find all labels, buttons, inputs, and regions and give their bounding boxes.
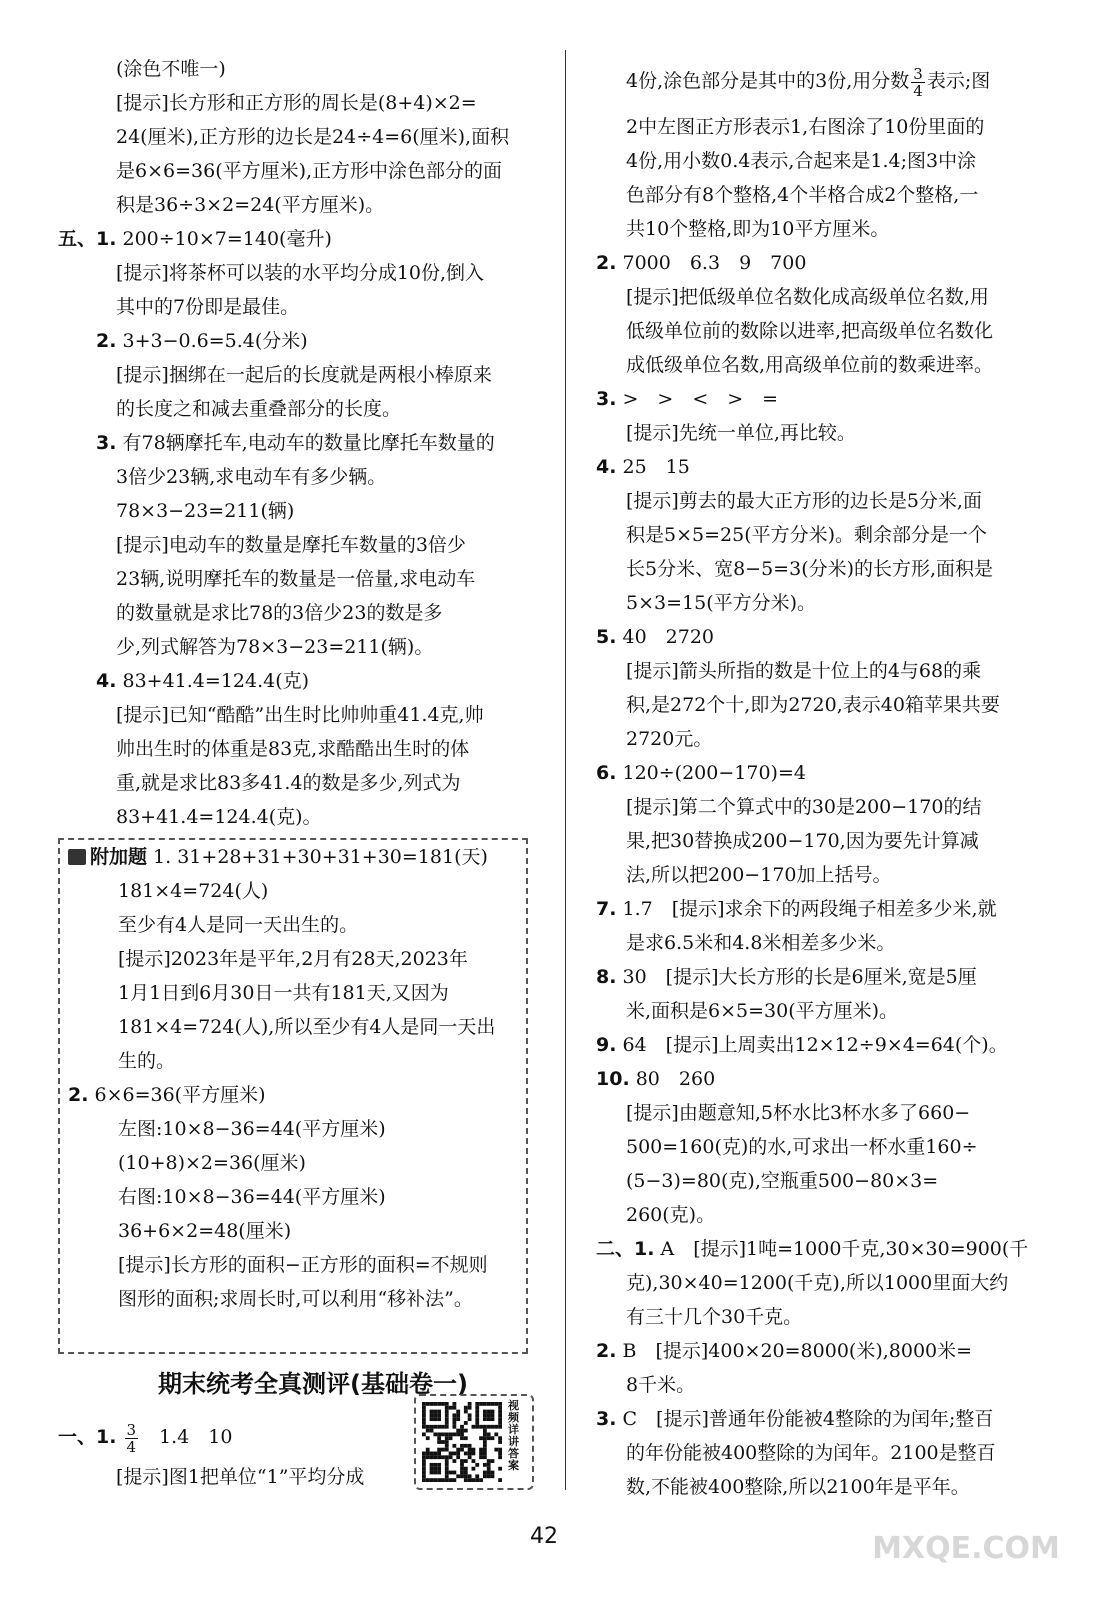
question-number: 二、1. bbox=[596, 1238, 655, 1260]
answer-text: (10+8)×2=36(厘米) bbox=[118, 1152, 306, 1174]
answer-text: A [提示]1吨=1000千克,30×30=900(千 bbox=[654, 1238, 1029, 1260]
answer-line bbox=[58, 664, 548, 698]
answer-text: 1.7 [提示]求余下的两段绳子相差多少米,就 bbox=[616, 898, 997, 920]
answer-text: 1. 31+28+31+30+31+30=181(天) bbox=[147, 846, 488, 868]
column-divider bbox=[565, 50, 566, 1490]
answer-line: [提示]图1把单位“1”平均分成 bbox=[116, 1466, 365, 1488]
fraction-numerator: 3 bbox=[126, 1420, 137, 1439]
answer-text: 7000 6.3 9 700 bbox=[616, 252, 807, 274]
extra-line bbox=[60, 874, 526, 908]
answer-line bbox=[58, 630, 548, 664]
qr-code-icon[interactable] bbox=[422, 1402, 502, 1482]
answer-text: C [提示]普通年份能被4整除的为闰年;整百 bbox=[616, 1408, 994, 1430]
answer-line bbox=[596, 722, 1056, 756]
answer-text: 左图:10×8−36=44(平方厘米) bbox=[118, 1118, 386, 1140]
answer-text: [提示]长方形的面积−正方形的面积=不规则 bbox=[118, 1254, 488, 1276]
extra-line bbox=[60, 840, 526, 874]
answer-line bbox=[58, 562, 548, 596]
answer-text: 8千米。 bbox=[626, 1374, 696, 1396]
question-number: 2. bbox=[596, 252, 617, 274]
answer-text: 25 15 bbox=[616, 456, 690, 478]
answer-text: > > < > = bbox=[616, 388, 779, 410]
answer-line bbox=[58, 766, 548, 800]
answer-line bbox=[596, 110, 1056, 144]
extra-line bbox=[60, 1112, 526, 1146]
extra-line bbox=[60, 1078, 526, 1112]
answer-text: 积是36÷3×2=24(平方厘米)。 bbox=[116, 194, 385, 216]
answer-line bbox=[596, 960, 1056, 994]
answer-line bbox=[596, 246, 1056, 280]
answer-text: 78×3−23=211(辆) bbox=[116, 500, 295, 522]
answer-text: 右图:10×8−36=44(平方厘米) bbox=[118, 1186, 386, 1208]
answer-line bbox=[596, 178, 1056, 212]
question-number: 9. bbox=[596, 1034, 617, 1056]
question-number: 3. bbox=[58, 432, 117, 454]
answer-text: [提示]电动车的数量是摩托车数量的3倍少 bbox=[116, 534, 466, 556]
answer-text: 的数量就是求比78的3倍少23的数是多 bbox=[116, 602, 443, 624]
extra-line bbox=[60, 1010, 526, 1044]
answer-text: 4份,涂色部分是其中的3份,用分数 bbox=[626, 70, 910, 92]
extra-line bbox=[60, 976, 526, 1010]
answer-line bbox=[58, 460, 548, 494]
fraction-denominator: 4 bbox=[913, 81, 923, 100]
answer-text: 500=160(克)的水,可求出一杯水重160÷ bbox=[626, 1136, 978, 1158]
answer-text: [提示]箭头所指的数是十位上的4与68的乘 bbox=[626, 660, 982, 682]
answer-text: 数,不能被400整除,所以2100年是平年。 bbox=[626, 1476, 970, 1498]
answer-text: 260(克)。 bbox=[626, 1204, 716, 1226]
answer-line bbox=[58, 120, 548, 154]
answer-line bbox=[596, 586, 1056, 620]
answer-text: [提示]第二个算式中的30是200−170的结 bbox=[626, 796, 982, 818]
answer-line bbox=[596, 688, 1056, 722]
answer-text: 80 260 bbox=[629, 1068, 716, 1090]
question-number: 3. bbox=[596, 1408, 617, 1430]
answer-line bbox=[596, 348, 1056, 382]
answer-text: 其中的7份即是最佳。 bbox=[116, 296, 300, 318]
answer-text: 40 2720 bbox=[616, 626, 715, 648]
answer-line bbox=[596, 790, 1056, 824]
question-number: 6. bbox=[596, 762, 617, 784]
qr-caption: 视频详讲答案 bbox=[508, 1399, 519, 1472]
answer-line bbox=[58, 698, 548, 732]
answer-text: 米,面积是6×5=30(平方厘米)。 bbox=[626, 1000, 899, 1022]
answer-line bbox=[58, 732, 548, 766]
fraction bbox=[911, 66, 925, 99]
answer-line bbox=[58, 52, 548, 86]
answer-text: 克),30×40=1200(千克),所以1000里面大约 bbox=[626, 1272, 1009, 1294]
qr-code-block bbox=[414, 1394, 534, 1490]
answer-line bbox=[596, 892, 1056, 926]
answer-text: [提示]剪去的最大正方形的边长是5分米,面 bbox=[626, 490, 982, 512]
answer-text: [提示]2023年是平年,2月有28天,2023年 bbox=[118, 948, 468, 970]
answer-text: 1月1日到6月30日一共有181天,又因为 bbox=[118, 982, 449, 1004]
answer-line bbox=[596, 824, 1056, 858]
extra-line bbox=[60, 1180, 526, 1214]
extra-line bbox=[60, 1282, 526, 1316]
extra-icon bbox=[68, 849, 86, 865]
answer-line bbox=[596, 1368, 1056, 1402]
answer-text: 的年份能被400整除的为闰年。2100是整百 bbox=[626, 1442, 996, 1464]
answer-text: [提示]由题意知,5杯水比3杯水多了660− bbox=[626, 1102, 971, 1124]
answer-line bbox=[596, 620, 1056, 654]
answer-text: (涂色不唯一) bbox=[116, 58, 226, 80]
answer-text: 共10个整格,即为10平方厘米。 bbox=[626, 218, 890, 240]
section-title: 期末统考全真测评(基础卷一) bbox=[158, 1370, 468, 1398]
answer-line bbox=[58, 324, 548, 358]
answer-line bbox=[58, 222, 548, 256]
answer-text: 200÷10×7=140(毫升) bbox=[116, 228, 332, 250]
answer-text: 1.4 10 bbox=[140, 1426, 233, 1448]
answer-line bbox=[596, 484, 1056, 518]
question-number: 一、1. bbox=[58, 1426, 117, 1448]
answer-text: 的长度之和减去重叠部分的长度。 bbox=[116, 398, 402, 420]
answer-line bbox=[596, 212, 1056, 246]
answer-line bbox=[596, 552, 1056, 586]
answer-text: 色部分有8个整格,4个半格合成2个整格,一 bbox=[626, 184, 979, 206]
question-number: 4. bbox=[596, 456, 617, 478]
answer-line bbox=[596, 1028, 1056, 1062]
answer-line bbox=[58, 494, 548, 528]
answer-text: 有78辆摩托车,电动车的数量比摩托车数量的 bbox=[116, 432, 495, 454]
extra-line bbox=[60, 942, 526, 976]
answer-text: 5×3=15(平方分米)。 bbox=[626, 592, 817, 614]
answer-line bbox=[596, 1198, 1056, 1232]
question-number: 10. bbox=[596, 1068, 630, 1090]
answer-text: 181×4=724(人) bbox=[118, 880, 269, 902]
answer-text: [提示]长方形和正方形的周长是(8+4)×2= bbox=[116, 92, 477, 114]
answer-line bbox=[596, 1334, 1056, 1368]
answer-text: (5−3)=80(克),空瓶重500−80×3= bbox=[626, 1170, 939, 1192]
answer-line bbox=[58, 800, 548, 834]
answer-text: 少,列式解答为78×3−23=211(辆)。 bbox=[116, 636, 434, 658]
answer-text: 长5分米、宽8−5=3(分米)的长方形,面积是 bbox=[626, 558, 994, 580]
answer-text: 重,就是求比83多41.4的数是多少,列式为 bbox=[116, 772, 461, 794]
answer-line bbox=[58, 290, 548, 324]
extra-problem-box bbox=[58, 838, 528, 1354]
answer-text: 成低级单位名数,用高级单位前的数乘进率。 bbox=[626, 354, 994, 376]
answer-line bbox=[58, 256, 548, 290]
answer-line bbox=[596, 926, 1056, 960]
question-number: 2. bbox=[58, 330, 117, 352]
answer-text: 120÷(200−170)=4 bbox=[616, 762, 806, 784]
fraction-numerator: 3 bbox=[913, 64, 923, 83]
answer-line bbox=[596, 1062, 1056, 1096]
answer-line bbox=[58, 358, 548, 392]
answer-text: 果,把30替换成200−170,因为要先计算减 bbox=[626, 830, 979, 852]
answer-line bbox=[596, 314, 1056, 348]
answer-line bbox=[58, 86, 548, 120]
answer-line bbox=[58, 426, 548, 460]
answer-line bbox=[596, 756, 1056, 790]
watermark-logo bbox=[856, 1486, 1076, 1586]
extra-line bbox=[60, 1146, 526, 1180]
question-number: 7. bbox=[596, 898, 617, 920]
answer-line bbox=[58, 528, 548, 562]
answer-text: 图形的面积;求周长时,可以利用“移补法”。 bbox=[118, 1288, 473, 1310]
extra-line bbox=[60, 908, 526, 942]
answer-text: 4份,用小数0.4表示,合起来是1.4;图3中涂 bbox=[626, 150, 977, 172]
answer-text: [提示]先统一单位,再比较。 bbox=[626, 422, 856, 444]
answer-text: 积是5×5=25(平方分米)。剩余部分是一个 bbox=[626, 524, 988, 546]
answer-line bbox=[596, 52, 1056, 110]
answer-text: 23辆,说明摩托车的数量是一倍量,求电动车 bbox=[116, 568, 476, 590]
answer-line bbox=[596, 1130, 1056, 1164]
answer-text: 181×4=724(人),所以至少有4人是同一天出 bbox=[118, 1016, 496, 1038]
answer-text: 至少有4人是同一天出生的。 bbox=[118, 914, 359, 936]
answer-text: 帅出生时的体重是83克,求酷酷出生时的体 bbox=[116, 738, 470, 760]
answer-line bbox=[596, 518, 1056, 552]
question-number: 2. bbox=[68, 1084, 89, 1106]
question-number: 2. bbox=[596, 1340, 617, 1362]
answer-line bbox=[596, 280, 1056, 314]
answer-text: 2720元。 bbox=[626, 728, 713, 750]
answer-text: 6×6=36(平方厘米) bbox=[88, 1084, 266, 1106]
answer-line bbox=[58, 392, 548, 426]
answer-line bbox=[596, 450, 1056, 484]
answer-text: 83+41.4=124.4(克)。 bbox=[116, 806, 322, 828]
answer-line bbox=[596, 654, 1056, 688]
answer-text: 生的。 bbox=[118, 1050, 176, 1072]
page-number: 42 bbox=[530, 1524, 558, 1549]
question-number: 五、1. bbox=[58, 228, 117, 250]
fraction bbox=[125, 1422, 139, 1455]
answer-line bbox=[596, 1266, 1056, 1300]
answer-line bbox=[58, 154, 548, 188]
answer-text: B [提示]400×20=8000(米),8000米= bbox=[616, 1340, 973, 1362]
answer-line bbox=[58, 596, 548, 630]
answer-text: 3+3−0.6=5.4(分米) bbox=[116, 330, 308, 352]
answer-line bbox=[596, 416, 1056, 450]
answer-text: [提示]将茶杯可以装的水平均分成10份,倒入 bbox=[116, 262, 485, 284]
answer-line bbox=[596, 382, 1056, 416]
answer-text: 表示;图 bbox=[926, 70, 991, 92]
answer-text: 83+41.4=124.4(克) bbox=[116, 670, 310, 692]
answer-text: 2中左图正方形表示1,右图涂了10份里面的 bbox=[626, 116, 985, 138]
answer-line bbox=[596, 1096, 1056, 1130]
answer-text: 是6×6=36(平方厘米),正方形中涂色部分的面 bbox=[116, 160, 503, 182]
extra-line bbox=[60, 1248, 526, 1282]
question-number: 3. bbox=[596, 388, 617, 410]
answer-text: 64 [提示]上周卖出12×12÷9×4=64(个)。 bbox=[616, 1034, 1008, 1056]
answer-text: 低级单位前的数除以进率,把高级单位名数化 bbox=[626, 320, 994, 342]
extra-label: 附加题 bbox=[90, 846, 148, 868]
fraction-denominator: 4 bbox=[126, 1437, 137, 1456]
answer-line bbox=[596, 1164, 1056, 1198]
answer-text: 36+6×2=48(厘米) bbox=[118, 1220, 292, 1242]
answer-text: [提示]把低级单位名数化成高级单位名数,用 bbox=[626, 286, 989, 308]
answer-line bbox=[596, 858, 1056, 892]
answer-text: 24(厘米),正方形的边长是24÷4=6(厘米),面积 bbox=[116, 126, 510, 148]
answer-text: [提示]捆绑在一起后的长度就是两根小棒原来 bbox=[116, 364, 492, 386]
answer-text: 30 [提示]大长方形的长是6厘米,宽是5厘 bbox=[616, 966, 977, 988]
answer-line bbox=[596, 1232, 1056, 1266]
answer-line bbox=[596, 1300, 1056, 1334]
question-number: 8. bbox=[596, 966, 617, 988]
answer-text: 有三十几个30千克。 bbox=[626, 1306, 803, 1328]
watermark-text: MXQE.COM bbox=[872, 1531, 1060, 1566]
answer-line bbox=[596, 144, 1056, 178]
answer-line bbox=[58, 188, 548, 222]
right-column bbox=[596, 52, 1056, 1504]
extra-line bbox=[60, 1214, 526, 1248]
answer-text: 是求6.5米和4.8米相差多少米。 bbox=[626, 932, 896, 954]
answer-line bbox=[596, 1402, 1056, 1436]
extra-line bbox=[60, 1044, 526, 1078]
answer-text: [提示]已知“酷酷”出生时比帅帅重41.4克,帅 bbox=[116, 704, 484, 726]
answer-text: 法,所以把200−170加上括号。 bbox=[626, 864, 892, 886]
question-number: 5. bbox=[596, 626, 617, 648]
answer-line bbox=[596, 1436, 1056, 1470]
answer-text: 积,是272个十,即为2720,表示40箱苹果共要 bbox=[626, 694, 1000, 716]
left-column bbox=[58, 52, 548, 1494]
question-number: 4. bbox=[58, 670, 117, 692]
answer-text: 3倍少23辆,求电动车有多少辆。 bbox=[116, 466, 387, 488]
answer-line bbox=[596, 994, 1056, 1028]
